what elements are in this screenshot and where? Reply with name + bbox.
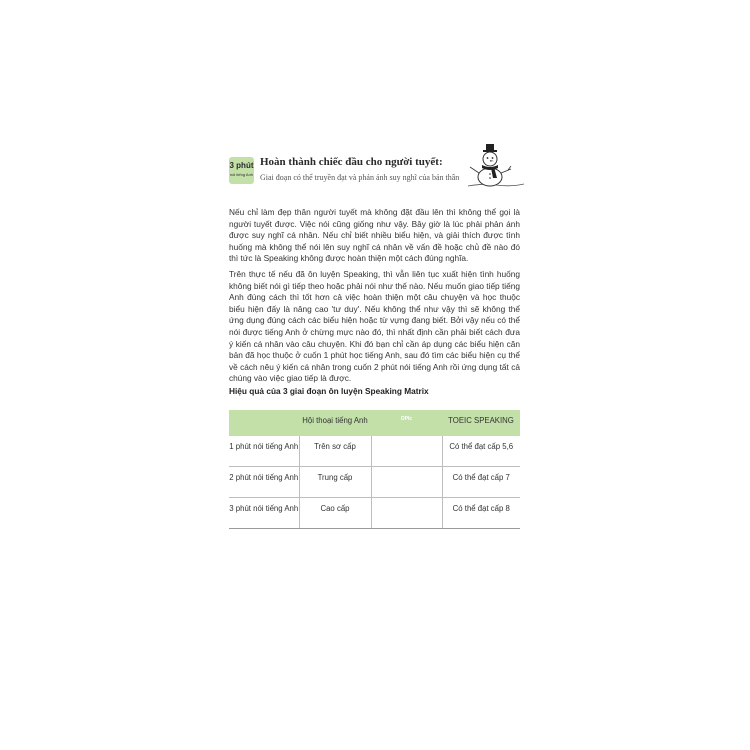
row-toeic-level: Có thể đạt cấp 5,6 xyxy=(442,436,520,467)
badge-number: 3 phút xyxy=(229,161,254,170)
row-conversation-level: Trên sơ cấp xyxy=(299,436,371,467)
paragraph-1: Nếu chỉ làm đẹp thân người tuyết mà không đặt đầu lên thì không thể gọi là người tuyết được. Việc nói cũng giống như vậy. Bây giờ là lúc phải phản ánh được suy nghĩ cá nhân. Nếu chỉ biết nhiều biểu hiện, và giải thích được tình huống mà không thể nói lên suy nghĩ cá nhân về vấn đề hoặc chủ đề nào đó thì tức là Speaking không được hoàn thiện một cách đúng nghĩa. xyxy=(229,207,520,264)
row-opic-level xyxy=(371,436,442,467)
table-header-conversation: Hội thoại tiếng Anh xyxy=(299,410,371,436)
badge-label: nói tiếng Anh xyxy=(229,172,254,177)
table-header-opic: OPIc xyxy=(371,410,442,436)
row-opic-level xyxy=(371,467,442,498)
table-header-toeic: TOEIC SPEAKING xyxy=(442,410,520,436)
row-conversation-level: Cao cấp xyxy=(299,498,371,529)
table-row xyxy=(229,467,520,498)
table-header-empty xyxy=(229,410,299,436)
row-stage: 3 phút nói tiếng Anh xyxy=(229,498,299,529)
table-row xyxy=(229,498,520,529)
row-toeic-level: Có thể đạt cấp 8 xyxy=(442,498,520,529)
section-title: Hoàn thành chiếc đầu cho người tuyết: xyxy=(260,156,443,168)
row-toeic-level: Có thể đạt cấp 7 xyxy=(442,467,520,498)
table-heading: Hiệu quả của 3 giai đoạn ôn luyện Speaking Matrix xyxy=(229,386,429,396)
comparison-table xyxy=(229,410,520,529)
table-header-row xyxy=(229,410,520,436)
row-opic-level xyxy=(371,498,442,529)
row-conversation-level: Trung cấp xyxy=(299,467,371,498)
row-stage: 1 phút nói tiếng Anh xyxy=(229,436,299,467)
snowman-icon xyxy=(466,142,526,190)
paragraph-2: Trên thực tế nếu đã ôn luyện Speaking, thì vẫn liên tục xuất hiện tình huống không biết nói gì tiếp theo hoặc phải nói như thế nào. Nếu muốn giao tiếp tiếng Anh đúng cách thì tốt hơn cả việc hoàn thiện một câu chuyện và học thuộc biểu hiện đấy là nâng cao 'tư duy'. Nếu không thể như vậy thì sẽ không thể ứng dụng đúng cách các biểu hiện hoặc từ vựng đang biết. Bởi vậy nếu có thể nói được tiếng Anh ở chừng mực nào đó, thì nhất định cần phải biết cách đưa ý kiến cá nhân vào câu chuyện. Khi đó bạn chỉ cần áp dụng các biểu hiện căn bản đã học thuộc ở cuốn 1 phút học tiếng Anh, sau đó tìm các biểu hiện cụ thể về cách nêu ý kiến cá nhân trong cuốn 2 phút nói tiếng Anh rồi ứng dụng tất cả chúng vào việc giao tiếp là được. xyxy=(229,269,520,384)
section-subtitle: Giai đoạn có thể truyền đạt và phản ánh suy nghĩ của bản thân xyxy=(260,173,460,182)
chapter-badge xyxy=(229,157,254,184)
table-row xyxy=(229,436,520,467)
row-stage: 2 phút nói tiếng Anh xyxy=(229,467,299,498)
